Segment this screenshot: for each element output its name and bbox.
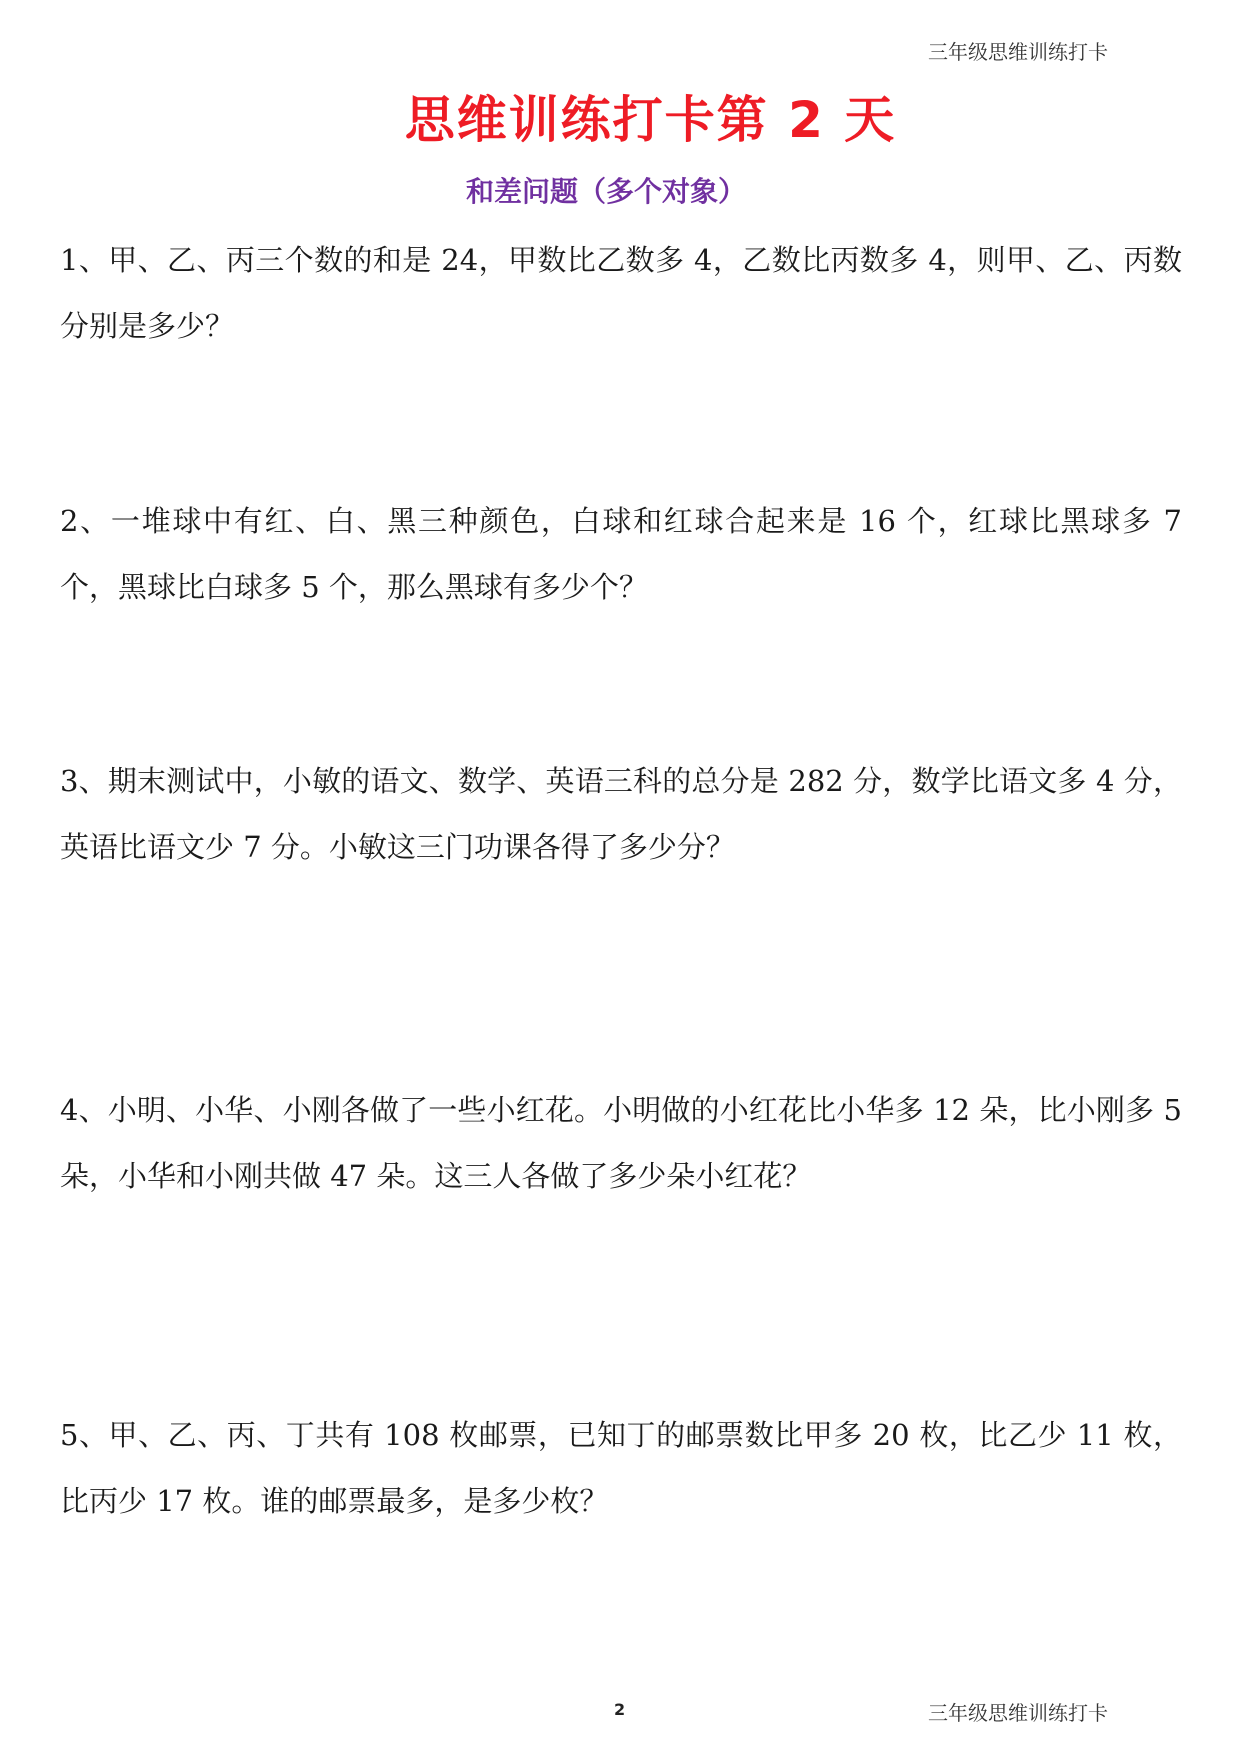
page-title: 思维训练打卡第 2 天	[404, 91, 897, 149]
section-subtitle: 和差问题（多个对象）	[466, 175, 747, 208]
question-1: 1、甲、乙、丙三个数的和是 24，甲数比乙数多 4，乙数比丙数多 4，则甲、乙、丙数分别是多少？	[60, 243, 1182, 343]
question-5: 5、甲、乙、丙、丁共有 108 枚邮票，已知丁的邮票数比甲多 20 枚，比乙少 11 枚，比丙少 17 枚。谁的邮票最多，是多少枚？	[60, 1418, 1182, 1518]
page-header: 三年级思维训练打卡	[928, 40, 1108, 64]
question-4: 4、小明、小华、小刚各做了一些小红花。小明做的小红花比小华多 12 朵，比小刚多 5 朵，小华和小刚共做 47 朵。这三人各做了多少朵小红花？	[60, 1093, 1182, 1193]
question-3: 3、期末测试中，小敏的语文、数学、英语三科的总分是 282 分，数学比语文多 4 分，英语比语文少 7 分。小敏这三门功课各得了多少分？	[60, 764, 1182, 864]
page-footer: 三年级思维训练打卡	[928, 1701, 1108, 1725]
page-number: 2	[614, 1700, 626, 1719]
question-2: 2、一堆球中有红、白、黑三种颜色，白球和红球合起来是 16 个，红球比黑球多 7 个，黑球比白球多 5 个，那么黑球有多少个？	[60, 504, 1182, 604]
